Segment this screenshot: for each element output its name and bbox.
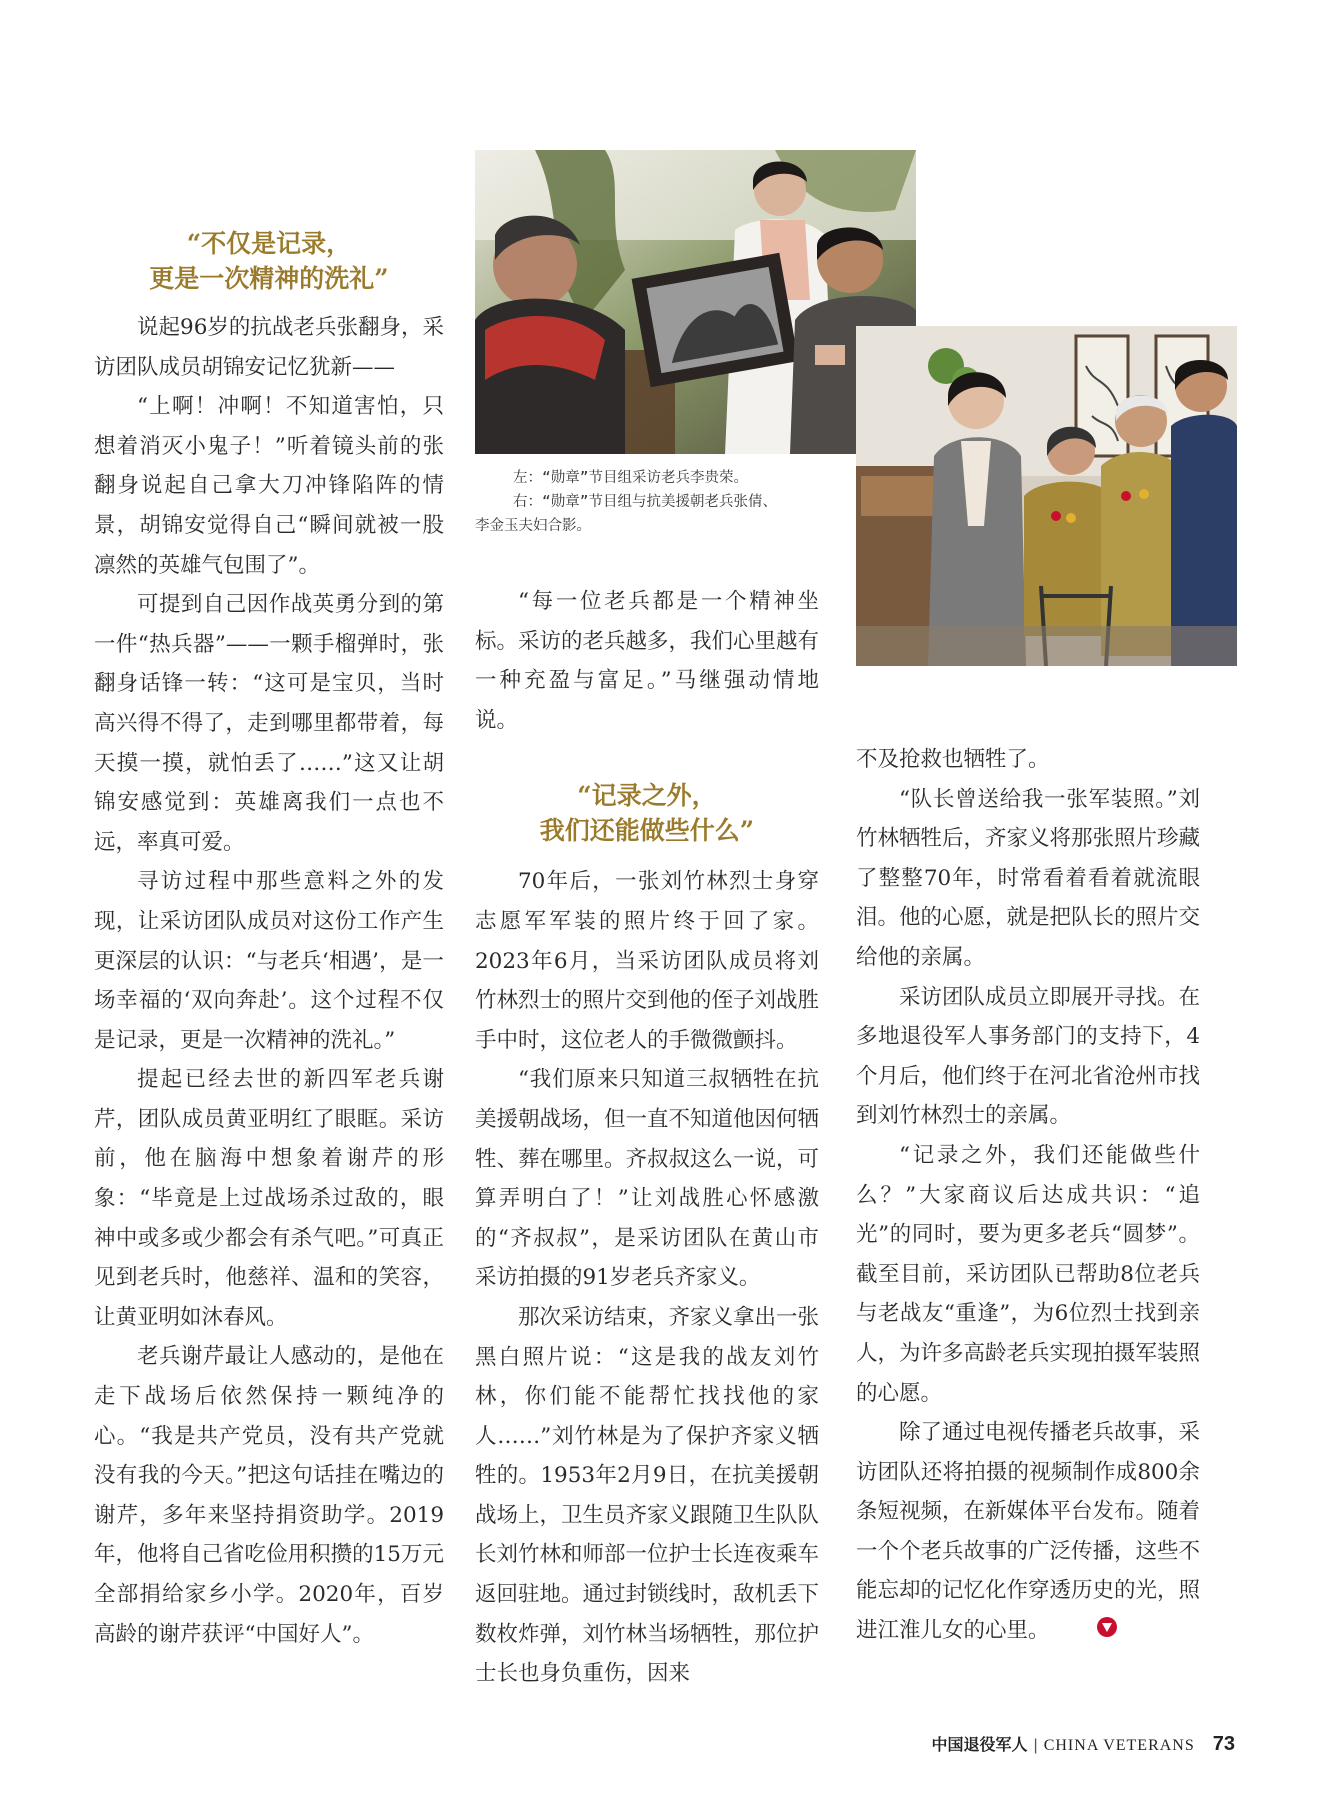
heading-2-line-2: 我们还能做些什么” xyxy=(539,816,755,846)
col1-paragraph-6: 老兵谢芹最让人感动的，是他在走下战场后依然保持一颗纯净的心。“我是共产党员，没有共产党就没有我的今天。”把这句话挂在嘴边的谢芹，多年来坚持捐资助学。2019年，他将自己省吃俭用积攒的15万元全部捐给家乡小学。2020年，百岁高龄的谢芹获评“中国好人”。 xyxy=(94,1344,444,1647)
col1-paragraph-3: 可提到自己因作战英勇分到的第一件“热兵器”——一颗手榴弹时，张翻身话锋一转：“这可是宝贝，当时高兴得不得了，走到哪里都带着，每天摸一摸，就怕丢了……”这又让胡锦安感觉到：英雄离我们一点也不远，率真可爱。 xyxy=(94,592,444,855)
col3-paragraph-4 xyxy=(856,1413,1200,1651)
photo-group xyxy=(856,326,1237,666)
col1-paragraph-2: “上啊！冲啊！不知道害怕，只想着消灭小鬼子！”听着镜头前的张翻身说起自己拿大刀冲锋陷阵的情景，胡锦安觉得自己“瞬间就被一股凛然的英雄气包围了”。 xyxy=(94,394,444,578)
photo-interview-image xyxy=(475,150,916,454)
column-3 xyxy=(856,740,1200,1651)
heading-1-line-2: 更是一次精神的洗礼” xyxy=(149,264,389,293)
caption-line-2: 右：“勋章”节目组与抗美援朝老兵张倩、 xyxy=(513,494,777,510)
col3-paragraph-4-text: 除了通过电视传播老兵故事，采访团队还将拍摄的视频制作成800余条短视频，在新媒体平台发布。随着一个个老兵故事的广泛传播，这些不能忘却的记忆化作穿透历史的光，照进江淮儿女的心里。 xyxy=(856,1420,1201,1644)
photo-caption xyxy=(475,466,855,538)
magazine-name-en: CHINA VETERANS xyxy=(1043,1737,1195,1754)
magazine-name-cn: 中国退役军人 xyxy=(931,1737,1028,1754)
col1-paragraph-4: 寻访过程中那些意料之外的发现，让采访团队成员对这份工作产生更深层的认识：“与老兵‘相遇’，是一场幸福的‘双向奔赴’。这个过程不仅是记录，更是一次精神的洗礼。” xyxy=(94,869,444,1053)
caption-line-1: 左：“勋章”节目组采访老兵李贵荣。 xyxy=(513,470,748,486)
footer-separator: | xyxy=(1033,1737,1038,1754)
photo-interview xyxy=(475,150,916,454)
heading-2-line-1: “记录之外， xyxy=(577,781,717,811)
section-heading-1 xyxy=(94,226,444,296)
col1-paragraph-1: 说起96岁的抗战老兵张翻身，采访团队成员胡锦安记忆犹新—— xyxy=(94,315,444,380)
col3-paragraph-1: “队长曾送给我一张军装照。”刘竹林牺牲后，齐家义将那张照片珍藏了整整70年，时常看着看着就流眼泪。他的心愿，就是把队长的照片交给他的亲属。 xyxy=(856,786,1201,970)
end-mark-icon xyxy=(1054,1611,1117,1651)
section-heading-2 xyxy=(475,778,819,848)
caption-line-3: 李金玉夫妇合影。 xyxy=(475,518,591,534)
col1-paragraph-5: 提起已经去世的新四军老兵谢芹，团队成员黄亚明红了眼眶。采访前，他在脑海中想象着谢芹的形象：“毕竟是上过战场杀过敌的，眼神中或多或少都会有杀气吧。”可真正见到老兵时，他慈祥、温和的笑容，让黄亚明如沐春风。 xyxy=(94,1067,444,1330)
page-footer xyxy=(932,1732,1235,1756)
col3-first-line: 不及抢救也牺牲了。 xyxy=(856,747,1050,772)
photo-group-image xyxy=(856,326,1237,666)
column-1 xyxy=(94,226,444,1654)
page-number: 73 xyxy=(1212,1733,1235,1755)
col2-top-paragraph: “每一位老兵都是一个精神坐标。采访的老兵越多，我们心里越有一种充盈与富足。”马继强动情地说。 xyxy=(475,589,820,733)
col3-paragraph-2: 采访团队成员立即展开寻找。在多地退役军人事务部门的支持下，4个月后，他们终于在河北省沧州市找到刘竹林烈士的亲属。 xyxy=(856,984,1201,1129)
col3-paragraph-3: “记录之外，我们还能做些什么？”大家商议后达成共识：“追光”的同时，要为更多老兵“圆梦”。截至目前，采访团队已帮助8位老兵与老战友“重逢”，为6位烈士找到亲人，为许多高龄老兵实现拍摄军装照的心愿。 xyxy=(856,1142,1201,1406)
col2-paragraph-1: 70年后，一张刘竹林烈士身穿志愿军军装的照片终于回了家。2023年6月，当采访团队成员将刘竹林烈士的照片交到他的侄子刘战胜手中时，这位老人的手微微颤抖。 xyxy=(475,869,820,1053)
col2-paragraph-3: 那次采访结束，齐家义拿出一张黑白照片说：“这是我的战友刘竹林，你们能不能帮忙找找他的家人……”刘竹林是为了保护齐家义牺牲的。1953年2月9日，在抗美援朝战场上，卫生员齐家义跟随卫生队队长刘竹林和师部一位护士长连夜乘车返回驻地。通过封锁线时，敌机丢下数枚炸弹，刘竹林当场牺牲，那位护士长也身负重伤，因来 xyxy=(475,1304,820,1687)
column-2 xyxy=(475,582,819,1694)
heading-1-line-1: “不仅是记录， xyxy=(186,229,352,258)
col2-paragraph-2: “我们原来只知道三叔牺牲在抗美援朝战场，但一直不知道他因何牺牲、葬在哪里。齐叔叔这么一说，可算弄明白了！”让刘战胜心怀感激的“齐叔叔”，是采访团队在黄山市采访拍摄的91岁老兵齐家义。 xyxy=(475,1067,820,1291)
